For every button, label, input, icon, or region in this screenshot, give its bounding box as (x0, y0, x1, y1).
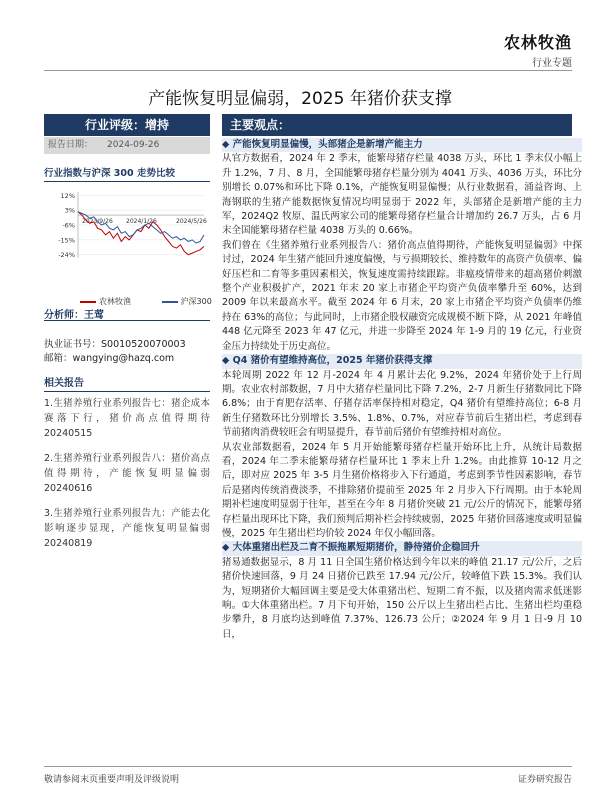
analyst-section-label: 分析师： (44, 310, 84, 321)
cert-row (44, 336, 186, 350)
cert-number: S0010520070003 (101, 339, 186, 350)
y-tick-label: 3% (64, 206, 75, 215)
paragraph-3: 本轮周期 2022 年 12 月-2024 年 4 月累计去化 9.2%，2024 年猪价处于上行周期。农业农村部数据，7 月中大猪存栏量同比下降 7.2%，2-7 月新生仔猪数同比下降 6.8%；由于育肥存活率、仔猪存活率保持相对稳定，Q4 猪价有望维持高位；6-8 月新生仔猪数环比分别增长 3.5%、1.8%、0.7%，对应春节前后生猪出栏，考虑到春节前猪肉消费较旺会有明显提升，春节前后猪价有望维持相对高位。 (222, 369, 582, 439)
industry-brand: 农林牧渔 (503, 33, 572, 52)
legend-swatch-csi300 (162, 301, 178, 303)
x-tick-label: 2023/9/26 (82, 218, 113, 226)
footer-divider (44, 766, 572, 767)
y-tick-label: -24% (58, 251, 75, 260)
report-title: 产能恢复明显偏弱，2025 年猪价获支撑 (148, 89, 452, 109)
paragraph-2: 我们曾在《生猪养殖行业系列报告八：猪价高点值得期待，产能恢复明显偏弱》中探讨过，2024 年生猪产能回升速度偏慢，与亏损期较长、维持数年的高资产负债率、偏好压栏和二育等多重因素相关，恢复速度需持续跟踪。非瘟疫情带来的超高猪价刺激整个产业积极扩产，2021 年末 20 家上市猪企平均资产负债率攀升至 60%，达到 2009 年以来最高水平。截至 2024 年 6 月末，20 家上市猪企平均资产负债率仍维持在 63%的高位；与此同时，上市猪企股权融资完成规模不断下降，从 2021 年峰值 448 亿元降至 2023 年 47 亿元，并进一步降至 2024 年 1-9 月的 19 亿元，行业资金压力持续处于历史高位。 (222, 239, 582, 352)
legend-label-csi300: 沪深300 (180, 297, 212, 306)
paragraph-1: 从官方数据看，2024 年 2 季末，能繁母猪存栏量 4038 万头，环比 1 季末仅小幅上升 1.2%，7 月、8 月，全国能繁母猪存栏量分别为 4041 万头、4036 万头，环比分别增长 0.07%和环比下降 0.1%，产能恢复明显偏慢；从行业数据看，涌益咨询、上海钢联的生猪产能数据恢复情况均明显弱于 2022 年，头部猪企是新增产能的主力军，2024Q2 牧原、温氏两家公司的能繁母猪存栏量合计增加约 26.7 万头，占 6 月末全国能繁母猪存栏量 4038 万头的 0.66%。 (222, 153, 582, 237)
point-heading-2: ◆ Q4 猪价有望维持高位，2025 年猪价获得支撑 (222, 354, 582, 368)
related-report-item[interactable]: 2.生猪养殖行业系列报告八：猪价高点值得期待，产能恢复明显偏弱 20240616 (44, 453, 210, 494)
related-report-item[interactable]: 1.生猪养殖行业系列报告七：猪企成本赛落下行，猪价高点值得期待 20240515 (44, 398, 210, 439)
y-tick-label: -6% (62, 221, 75, 230)
chart-caption: 行业指数与沪深 300 走势比较 (44, 165, 210, 182)
header-divider (44, 70, 572, 71)
x-tick-label: 2024/5/26 (176, 218, 207, 226)
y-tick-label: -15% (58, 236, 75, 245)
report-category: 证券研究报告 (517, 775, 572, 785)
related-reports-heading: 相关报告 (44, 374, 210, 392)
related-reports-list (44, 396, 210, 561)
cert-label: 执业证书号： (44, 339, 102, 350)
main-body (222, 138, 582, 642)
key-points-heading: 主要观点： (222, 114, 572, 136)
index-comparison-chart (44, 186, 210, 286)
point-heading-1: ◆ 产能恢复明显偏慢，头部猪企是新增产能主力 (222, 138, 582, 152)
analyst-divider (44, 320, 210, 321)
paragraph-5: 猪易通数据显示，8 月 11 日全国生猪价格达到今年以来的峰值 21.17 元/公斤，之后猪价快速回落，9 月 24 日猪价已跌至 17.94 元/公斤，较峰值下跌 15.3%。我们认为，短期猪价大幅回调主要是受大体重猪出栏、短期二育不振，以及猪肉需求低迷影响。①大体重猪出栏。7 月下旬开始，150 公斤以上生猪出栏占比、生猪出栏均重稳步攀升，8 月底均达到峰值 7.37%、126.73 公斤；②2024 年 9 月 1 日-9 月 10 日， (222, 556, 582, 640)
rating-box: 行业评级：增持 (44, 114, 210, 136)
email-label: 邮箱： (44, 353, 73, 364)
analyst-name: 王莺 (84, 310, 104, 321)
legend-label-sector: 农林牧渔 (99, 297, 131, 306)
email-link[interactable]: wangying@hazq.com (72, 353, 175, 364)
related-report-item[interactable]: 3.生猪养殖行业系列报告九：产能去化影响逐步显现，产能恢复明显偏弱 20240819 (44, 508, 210, 549)
point-heading-3: ◆ 大体重猪出栏及二育不振拖累短期猪价，静待猪价企稳回升 (222, 541, 582, 555)
legend-swatch-sector (80, 301, 96, 303)
report-type: 行业专题 (532, 58, 572, 69)
report-date: 2024-09-26 (107, 140, 160, 150)
y-tick-label: 12% (60, 191, 75, 200)
date-label: 报告日期： (48, 140, 94, 150)
x-tick-label: 2024/1/26 (126, 218, 157, 226)
paragraph-4: 从农业部数据看，2024 年 5 月开始能繁母猪存栏量开始环比上升，从统计局数据看，2024 年二季末能繁母猪存栏量环比 1 季末上升 1.2%。由此推算 10-12 月之后，即对应 2025 年 3-5 月生猪价格将步入下行通道，考虑到季节性因素影响，春节后是猪肉传统消费淡季，不排除猪价提前至 2025 年 2 月步入下行周期。由于本轮周期补栏速度明显弱于往年，甚至在今年 8 月猪价突破 21 元/公斤的情况下，能繁母猪存栏量出现环比下降，我们预判后期补栏会持续疲弱，2025 年猪价回落速度或明显偏慢，2025 年生猪出栏均价较 2024 年仅小幅回落。 (222, 441, 582, 539)
email-row (44, 350, 174, 364)
disclaimer-note: 敬请参阅末页重要声明及评级说明 (44, 775, 180, 785)
report-date-row (44, 137, 210, 154)
